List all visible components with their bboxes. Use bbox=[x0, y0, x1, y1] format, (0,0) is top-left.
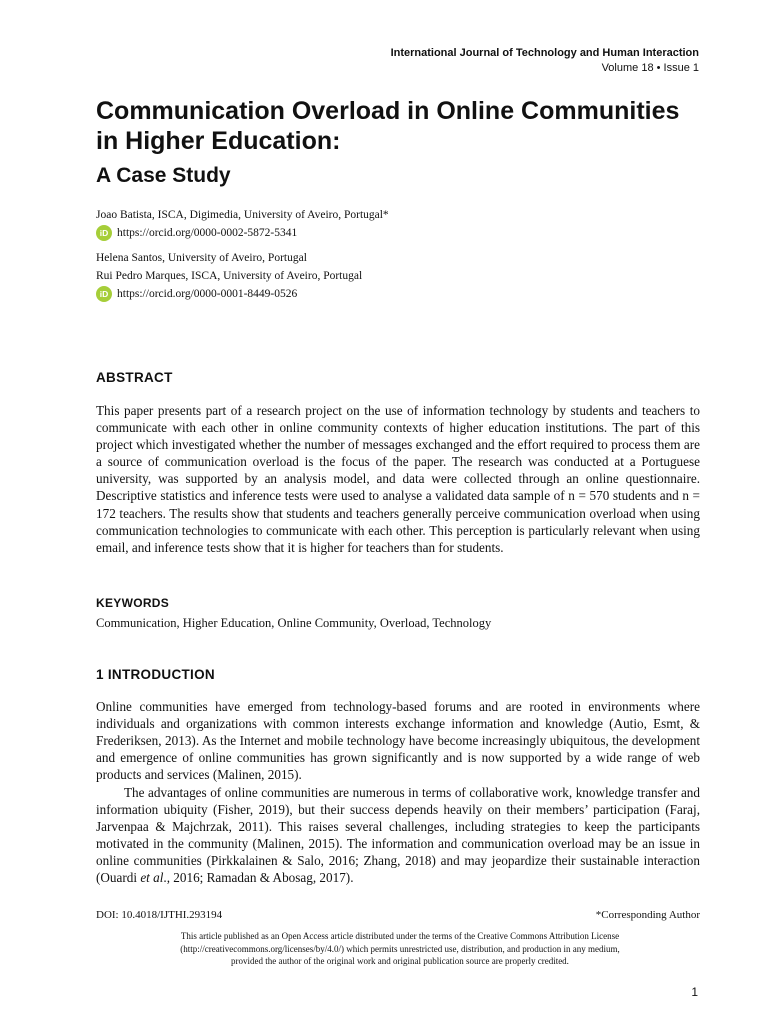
license-note bbox=[120, 930, 680, 968]
page-number: 1 bbox=[691, 985, 698, 999]
journal-volume: Volume 18 • Issue 1 bbox=[601, 62, 699, 74]
intro-p2-text: The advantages of online communities are numerous in terms of collaborative work, knowledge transfer and information ubiquity (Fisher, 2019), but their success depends heavily on their members’ participation (Faraj, Jarvenpaa & Majchrzak, 2011). This raises several challenges, including strategies to keep the participants motivated in the community (Malinen, 2015). The information and communication overload may be an issue in online communities (Pirkkalainen & Salo, 2016; Zhang, 2018) and may jeopardize their sustainable interaction (Ouardi bbox=[96, 785, 700, 886]
license-line-3: provided the author of the original work and original publication source are properly credited. bbox=[231, 956, 569, 966]
corresponding-author-note: *Corresponding Author bbox=[595, 909, 700, 921]
paper-title: Communication Overload in Online Communities in Higher Education: bbox=[96, 97, 680, 155]
paper-subtitle: A Case Study bbox=[96, 164, 231, 187]
orcid-1 bbox=[96, 224, 389, 242]
license-line-2: (http://creativecommons.org/licenses/by/4.0/) which permits unrestricted use, distribution, and production in any medium, bbox=[180, 943, 620, 954]
doi: DOI: 10.4018/IJTHI.293194 bbox=[96, 909, 223, 921]
intro-heading: 1 INTRODUCTION bbox=[96, 667, 215, 682]
keywords-text: Communication, Higher Education, Online Community, Overload, Technology bbox=[96, 616, 492, 630]
journal-header bbox=[391, 46, 699, 76]
abstract-heading: ABSTRACT bbox=[96, 370, 173, 385]
journal-name: International Journal of Technology and Human Interaction bbox=[390, 47, 699, 59]
abstract-text: This paper presents part of a research project on the use of information technology by students and teachers to communicate with each other in online community contexts of higher education institutions. The part of this project which investigated whether the number of messages exchanged and the effort required to process them are a source of communication overload is the focus of the paper. The research was conducted at a Portuguese university, was supported by an analysis model, and data were collected through an online questionnaire. Descriptive statistics and inference tests were used to analyse a validated data sample of n = 570 students and n = 172 teachers. The results show that students and teachers generally perceive communication overload when using communication technologies to communicate with each other. This perception is particularly relevant when using email, and inference tests show that it is higher for teachers than for students. bbox=[96, 403, 700, 555]
author-1: Joao Batista, ISCA, Digimedia, University of Aveiro, Portugal* bbox=[96, 209, 389, 221]
orcid-link-1[interactable]: https://orcid.org/0000-0002-5872-5341 bbox=[117, 227, 298, 239]
author-block bbox=[96, 206, 389, 303]
intro-paragraph-2 bbox=[96, 784, 700, 887]
keywords-heading: KEYWORDS bbox=[96, 596, 170, 610]
orcid-icon: iD bbox=[96, 286, 112, 302]
author-3: Rui Pedro Marques, ISCA, University of Aveiro, Portugal bbox=[96, 270, 363, 282]
intro-paragraph-1: Online communities have emerged from technology-based forums and are rooted in environments where individuals and organizations with common interests exchange information and knowledge (Autio, Esmt, & Frederiksen, 2013). As the Internet and mobile technology have become increasingly ubiquitous, the development and emergence of online communities has grown significantly and is now supported by a wide range of web products and services (Malinen, 2015). bbox=[96, 699, 700, 783]
orcid-link-2[interactable]: https://orcid.org/0000-0001-8449-0526 bbox=[117, 288, 298, 300]
intro-p2-etal: et al bbox=[140, 870, 164, 886]
intro-p2-tail: ., 2016; Ramadan & Abosag, 2017). bbox=[163, 870, 354, 886]
orcid-icon: iD bbox=[96, 225, 112, 241]
license-line-1: This article published as an Open Access article distributed under the terms of the Creative Commons Attribution License bbox=[180, 931, 620, 941]
orcid-2 bbox=[96, 285, 389, 303]
author-2: Helena Santos, University of Aveiro, Portugal bbox=[96, 252, 307, 264]
